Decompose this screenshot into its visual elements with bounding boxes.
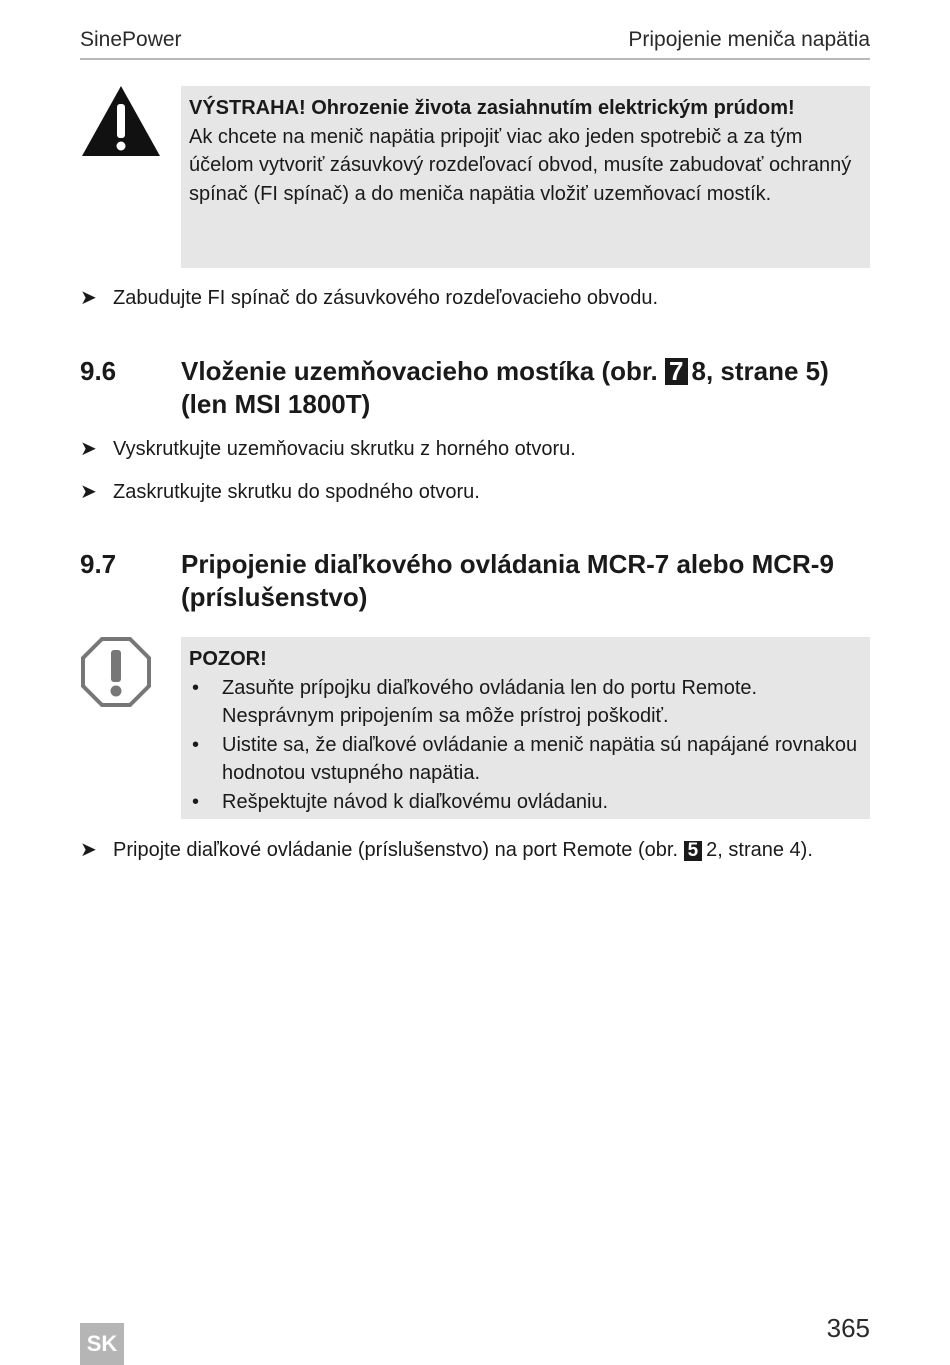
page-number: 365 — [826, 1313, 870, 1343]
step-text: Vyskrutkujte uzemňovaciu skrutku z horného otvoru. — [113, 438, 576, 460]
section-number: 9.7 — [80, 549, 117, 579]
step-text: Pripojte diaľkové ovládanie (príslušenstvo) na port Remote (obr. 5 2, strane 4). — [113, 839, 813, 861]
step-text: Zaskrutkujte skrutku do spodného otvoru. — [113, 481, 480, 503]
arrow-icon: ➤ — [80, 287, 97, 309]
warning-box — [181, 86, 870, 268]
instruction-step — [80, 284, 870, 312]
list-item: • Zasuňte prípojku diaľkového ovládania len do portu Remote. Nesprávnym pripojením sa môže prístroj poškodiť. — [192, 676, 758, 727]
warning-triangle-icon — [80, 84, 162, 158]
instruction-step — [80, 435, 870, 463]
figure-ref-badge: 5 — [684, 841, 703, 861]
section-title: Pripojenie diaľkového ovládania MCR-7 alebo MCR-9 (príslušenstvo) — [181, 549, 834, 612]
instruction-step — [80, 836, 880, 864]
arrow-icon: ➤ — [80, 438, 97, 460]
step-text: Zabudujte FI spínač do zásuvkového rozdeľovacieho obvodu. — [113, 287, 659, 309]
figure-ref-badge: 7 — [665, 358, 687, 385]
list-item: • Uistite sa, že diaľkové ovládanie a menič napätia sú napájané rovnakou hodnotou vstupného napätia. — [192, 733, 858, 784]
section-title-part-b: 8, strane 5) (len MSI 1800T) — [181, 356, 829, 419]
header-divider — [80, 58, 870, 60]
language-badge: SK — [80, 1323, 124, 1365]
caution-octagon-icon — [80, 636, 152, 708]
arrow-icon: ➤ — [80, 481, 97, 503]
instruction-step — [80, 478, 870, 506]
warning-text: Ak chcete na menič napätia pripojiť viac ako jeden spotrebič a za tým účelom vytvoriť zásuvkový rozdeľovací obvod, musíte zabudovať ochranný spínač (FI spínač) a do meniča napätia vložiť uzemňovací mostík. — [189, 125, 852, 205]
header-brand: SinePower — [80, 28, 182, 51]
caution-title: POZOR! — [189, 648, 267, 670]
section-title-part-a: Vloženie uzemňovacieho mostíka (obr. — [181, 356, 658, 386]
caution-list — [189, 674, 862, 817]
list-item: • Rešpektujte návod k diaľkovému ovládaniu. — [192, 790, 609, 813]
arrow-icon: ➤ — [80, 839, 97, 861]
header-section-title: Pripojenie meniča napätia — [628, 28, 870, 51]
warning-title: VÝSTRAHA! Ohrozenie života zasiahnutím elektrickým prúdom! — [189, 97, 795, 119]
caution-box — [181, 637, 870, 819]
section-number: 9.6 — [80, 356, 117, 386]
section-title — [181, 355, 881, 421]
